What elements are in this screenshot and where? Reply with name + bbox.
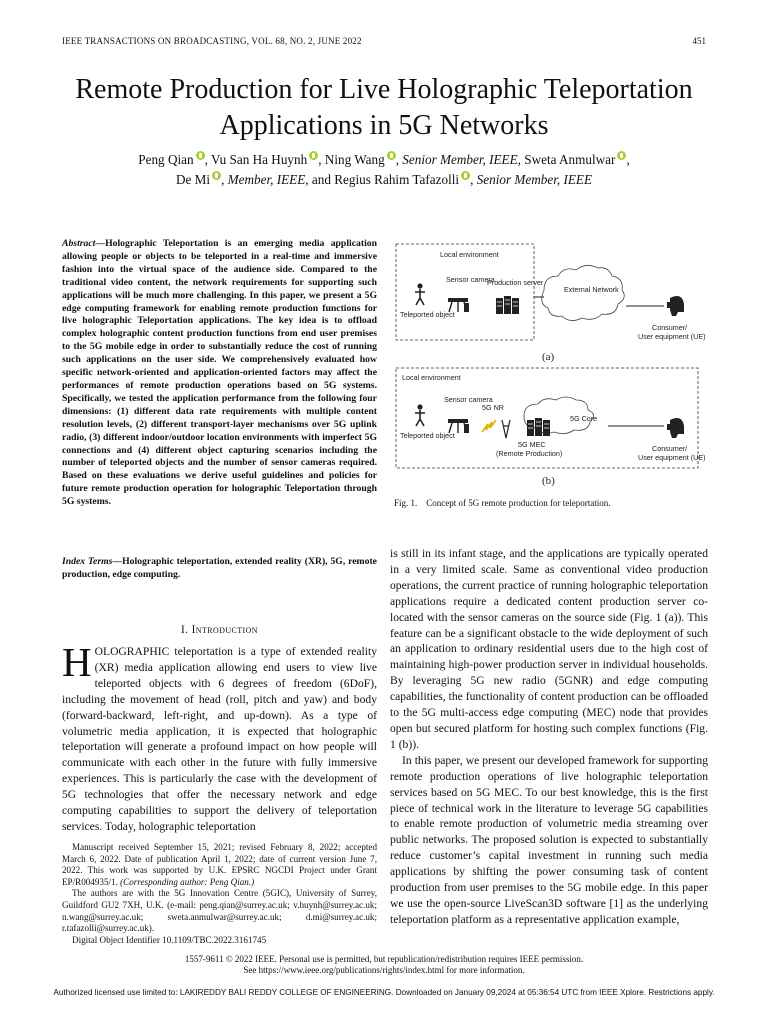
fig-b-teleported-object: Teleported object — [400, 431, 455, 440]
footnote — [62, 842, 377, 946]
index-terms — [62, 556, 377, 582]
author-name: Vu San Ha Huynh — [210, 152, 308, 167]
footnote-doi: Digital Object Identifier 10.1109/TBC.2022.3161745 — [72, 934, 267, 945]
copyright-line-2: See https://www.ieee.org/publications/rights/index.html for more information. — [243, 965, 525, 975]
fig-a-consumer-2: User equipment (UE) — [638, 332, 706, 341]
author-name: Regius Rahim Tafazolli — [334, 172, 460, 187]
fig-b-mec: 5G MEC — [518, 440, 546, 449]
fig-a-env-label: Local environment — [440, 250, 499, 259]
fig-b-label: (b) — [542, 475, 555, 487]
orcid-icon[interactable] — [212, 171, 221, 180]
fig-b-consumer: Consumer/ — [652, 444, 688, 453]
orcid-icon[interactable] — [617, 151, 626, 160]
section-number: I. — [181, 624, 189, 636]
fig-a-external-network: External Network — [564, 285, 619, 294]
author-name: De Mi — [175, 172, 211, 187]
intro-lead-caps: OLOGRAPHIC — [94, 645, 170, 658]
consumer-headset-icon — [667, 296, 684, 316]
paper-title: Remote Production for Live Holographic Teleportation Applications in 5G Networks — [75, 74, 693, 141]
orcid-icon[interactable] — [461, 171, 470, 180]
fig-b-consumer-2: User equipment (UE) — [638, 453, 706, 462]
figure-diagram — [394, 240, 708, 490]
fig-b-mec-2: (Remote Production) — [496, 449, 563, 458]
fig-a-consumer: Consumer/ — [652, 323, 688, 332]
footnote-affiliation: The authors are with the 5G Innovation Centre (5GIC), University of Surrey, Guildford GU2 7XH, U.K. (e-mail: peng.qian@surrey.ac.uk; v.huynh@surrey.ac.uk; n.wang@surrey.ac.uk; sweta.anmulwar@surrey.ac.uk; d.mi@surrey.ac.uk; r.tafazolli@surrey.ac.uk). — [62, 888, 377, 934]
abstract-text: —Holographic Teleportation is an emerging media application allowing people or objects to be teleported in a real-time and immersive fashion into the virtual space of the audience side. Compared to the traditional video content, the network requirements for supporting such applications will be much more challenging. In this paper, we present a 5G edge computing framework for enabling remote production functions for live holographic Teleportation applications. The key idea is to offload complex holographic content production functions from end user premises to the 5G mobile edge in order to substantially reduce the cost of running such applications on the user side. We comprehensively evaluated how specific network-oriented and application-oriented factors may affect the performances of remote production operations based on 5G systems. Specifically, we tested the application performance from the following four dimensions: (1) different data rate requirements with multiple content resolution levels, (2) different transport-layer mechanisms over 5G uplink radio, (3) different indoor/outdoor location environments with imperfect 5G connections and (4) different object capturing scenarios including the number of teleported objects and the number of sensor cameras required. Based on these evaluations we derive useful guidelines and policies for future remote production operation for holographic Teleportation through 5G systems. — [62, 238, 377, 508]
fig-b-sensor-camera: Sensor camera — [444, 395, 493, 404]
index-terms-text: —Holographic teleportation, extended reality (XR), 5G, remote production, edge computing. — [62, 556, 377, 580]
author-role: Senior Member, IEEE — [476, 172, 593, 187]
copyright-notice — [60, 954, 708, 976]
footnote-corresponding: (Corresponding author: Peng Qian.) — [120, 876, 255, 887]
running-head: IEEE TRANSACTIONS ON BROADCASTING, VOL. 68, NO. 2, JUNE 2022 — [62, 36, 362, 46]
orcid-icon[interactable] — [309, 151, 318, 160]
page-number: 451 — [692, 36, 706, 46]
footnote-manuscript: Manuscript received September 15, 2021; revised February 8, 2022; accepted March 6, 2022. Date of publication April 1, 2022; date of current version June 7, 2022. This work was supported by U.K. EPSRC NGCDI Project under Grant EP/R004935/1. — [62, 842, 377, 887]
author-name: Ning Wang — [324, 152, 385, 167]
section-title: Introduction — [191, 624, 258, 636]
fig-b-nr: 5G NR — [482, 403, 504, 412]
body-paragraph: is still in its infant stage, and the applications are typically operated in a very limited scale. Same as conventional video production operations, the current practice of running holographic teleportation applications require a dedicated content production server co-located with the sensor cameras on the source side (Fig. 1 (a)). This feature can be a significant obstacle to the wide deployment of such an application to ordinary residential users due to the high cost of maintaining high-power production server in individual households. By leveraging 5G new radio (5GNR) and edge computing capabilities, the functionality of content production can be offloaded to the 5G multi-access edge computing (MEC) node that provides open but secured platform for hosting such complex functions (Fig. 1 (b)). — [390, 547, 708, 751]
teleported-object-icon — [415, 404, 425, 426]
mec-server-icon — [527, 418, 550, 436]
author-name: Sweta Anmulwar — [524, 152, 616, 167]
author-role: Senior Member, IEEE — [402, 152, 518, 167]
intro-paragraph — [62, 639, 377, 835]
body-paragraph: In this paper, we present our developed framework for supporting remote production operations of live holographic teleportation services based on 5G MEC. To our best knowledge, this is the first piece of technical work in the literature to leverage 5G capabilities to enable remote production of volumetric media streaming over public networks. The proposed solution is expected to substantially reduce customer’s capital investment in running such media applications by shifting the power consuming task of content production from user premises to the 5G mobile edge. In this paper we use the open-source LiveScan3D software [1] as the underlying teleportation platform as a representative application example, — [390, 753, 708, 926]
figure-1 — [394, 240, 708, 490]
section-heading — [62, 624, 377, 636]
radio-link-icon — [482, 420, 496, 432]
orcid-icon[interactable] — [196, 151, 205, 160]
intro-text: teleportation is a type of extended reality (XR) media application allowing end users to view live teleported objects with 6 degrees of freedom (6DoF), including the movement of head (roll, pitch and yaw) and body (forward-backward, left-right, and up-down). As a type of volumetric media application, it is expected that holographic teleportation will generate a profound impact on how people will communicate with each other in the future with fully immersive experiences. This is particularly the case with the development of 5G technologies that offer the necessary network and edge computing capabilities to support the delivery of teleportation services. Today, holographic teleportation — [62, 645, 377, 833]
drop-cap: H — [62, 639, 92, 685]
index-terms-label: Index Terms — [62, 556, 113, 567]
antenna-icon — [502, 420, 510, 438]
fig-a-production-server: Production server — [487, 278, 544, 287]
abstract — [62, 238, 377, 509]
fig-a-teleported-object: Teleported object — [400, 310, 455, 319]
consumer-headset-icon — [667, 418, 684, 438]
fig-a-sensor-camera: Sensor camera — [446, 275, 495, 284]
fig-b-env-label: Local environment — [402, 373, 461, 382]
right-column-text — [390, 546, 708, 928]
and-word: and — [311, 172, 331, 187]
author-list: Peng Qian , Vu San Ha Huynh , Ning Wang , Senior Member, IEEE, Sweta Anmulwar , De Mi , Member, IEEE, and Regius Rahim Tafazolli , Senior Member, IEEE — [138, 152, 630, 187]
fig-b-core: 5G Core — [570, 414, 598, 423]
figure-caption: Fig. 1. Concept of 5G remote production for teleportation. — [394, 498, 611, 508]
author-role: Member, IEEE — [227, 172, 306, 187]
license-notice: Authorized licensed use limited to: LAKIREDDY BALI REDDY COLLEGE OF ENGINEERING. Downloaded on January 09,2024 at 05:36:54 UTC from IEEE Xplore. Restrictions apply. — [53, 988, 715, 997]
production-server-icon — [496, 296, 519, 314]
teleported-object-icon — [415, 283, 425, 305]
orcid-icon[interactable] — [387, 151, 396, 160]
author-name: Peng Qian — [138, 152, 194, 167]
abstract-label: Abstract — [62, 238, 96, 249]
copyright-line-1: 1557-9611 © 2022 IEEE. Personal use is permitted, but republication/redistribution requires IEEE permission. — [184, 954, 584, 964]
fig-a-label: (a) — [542, 351, 555, 363]
